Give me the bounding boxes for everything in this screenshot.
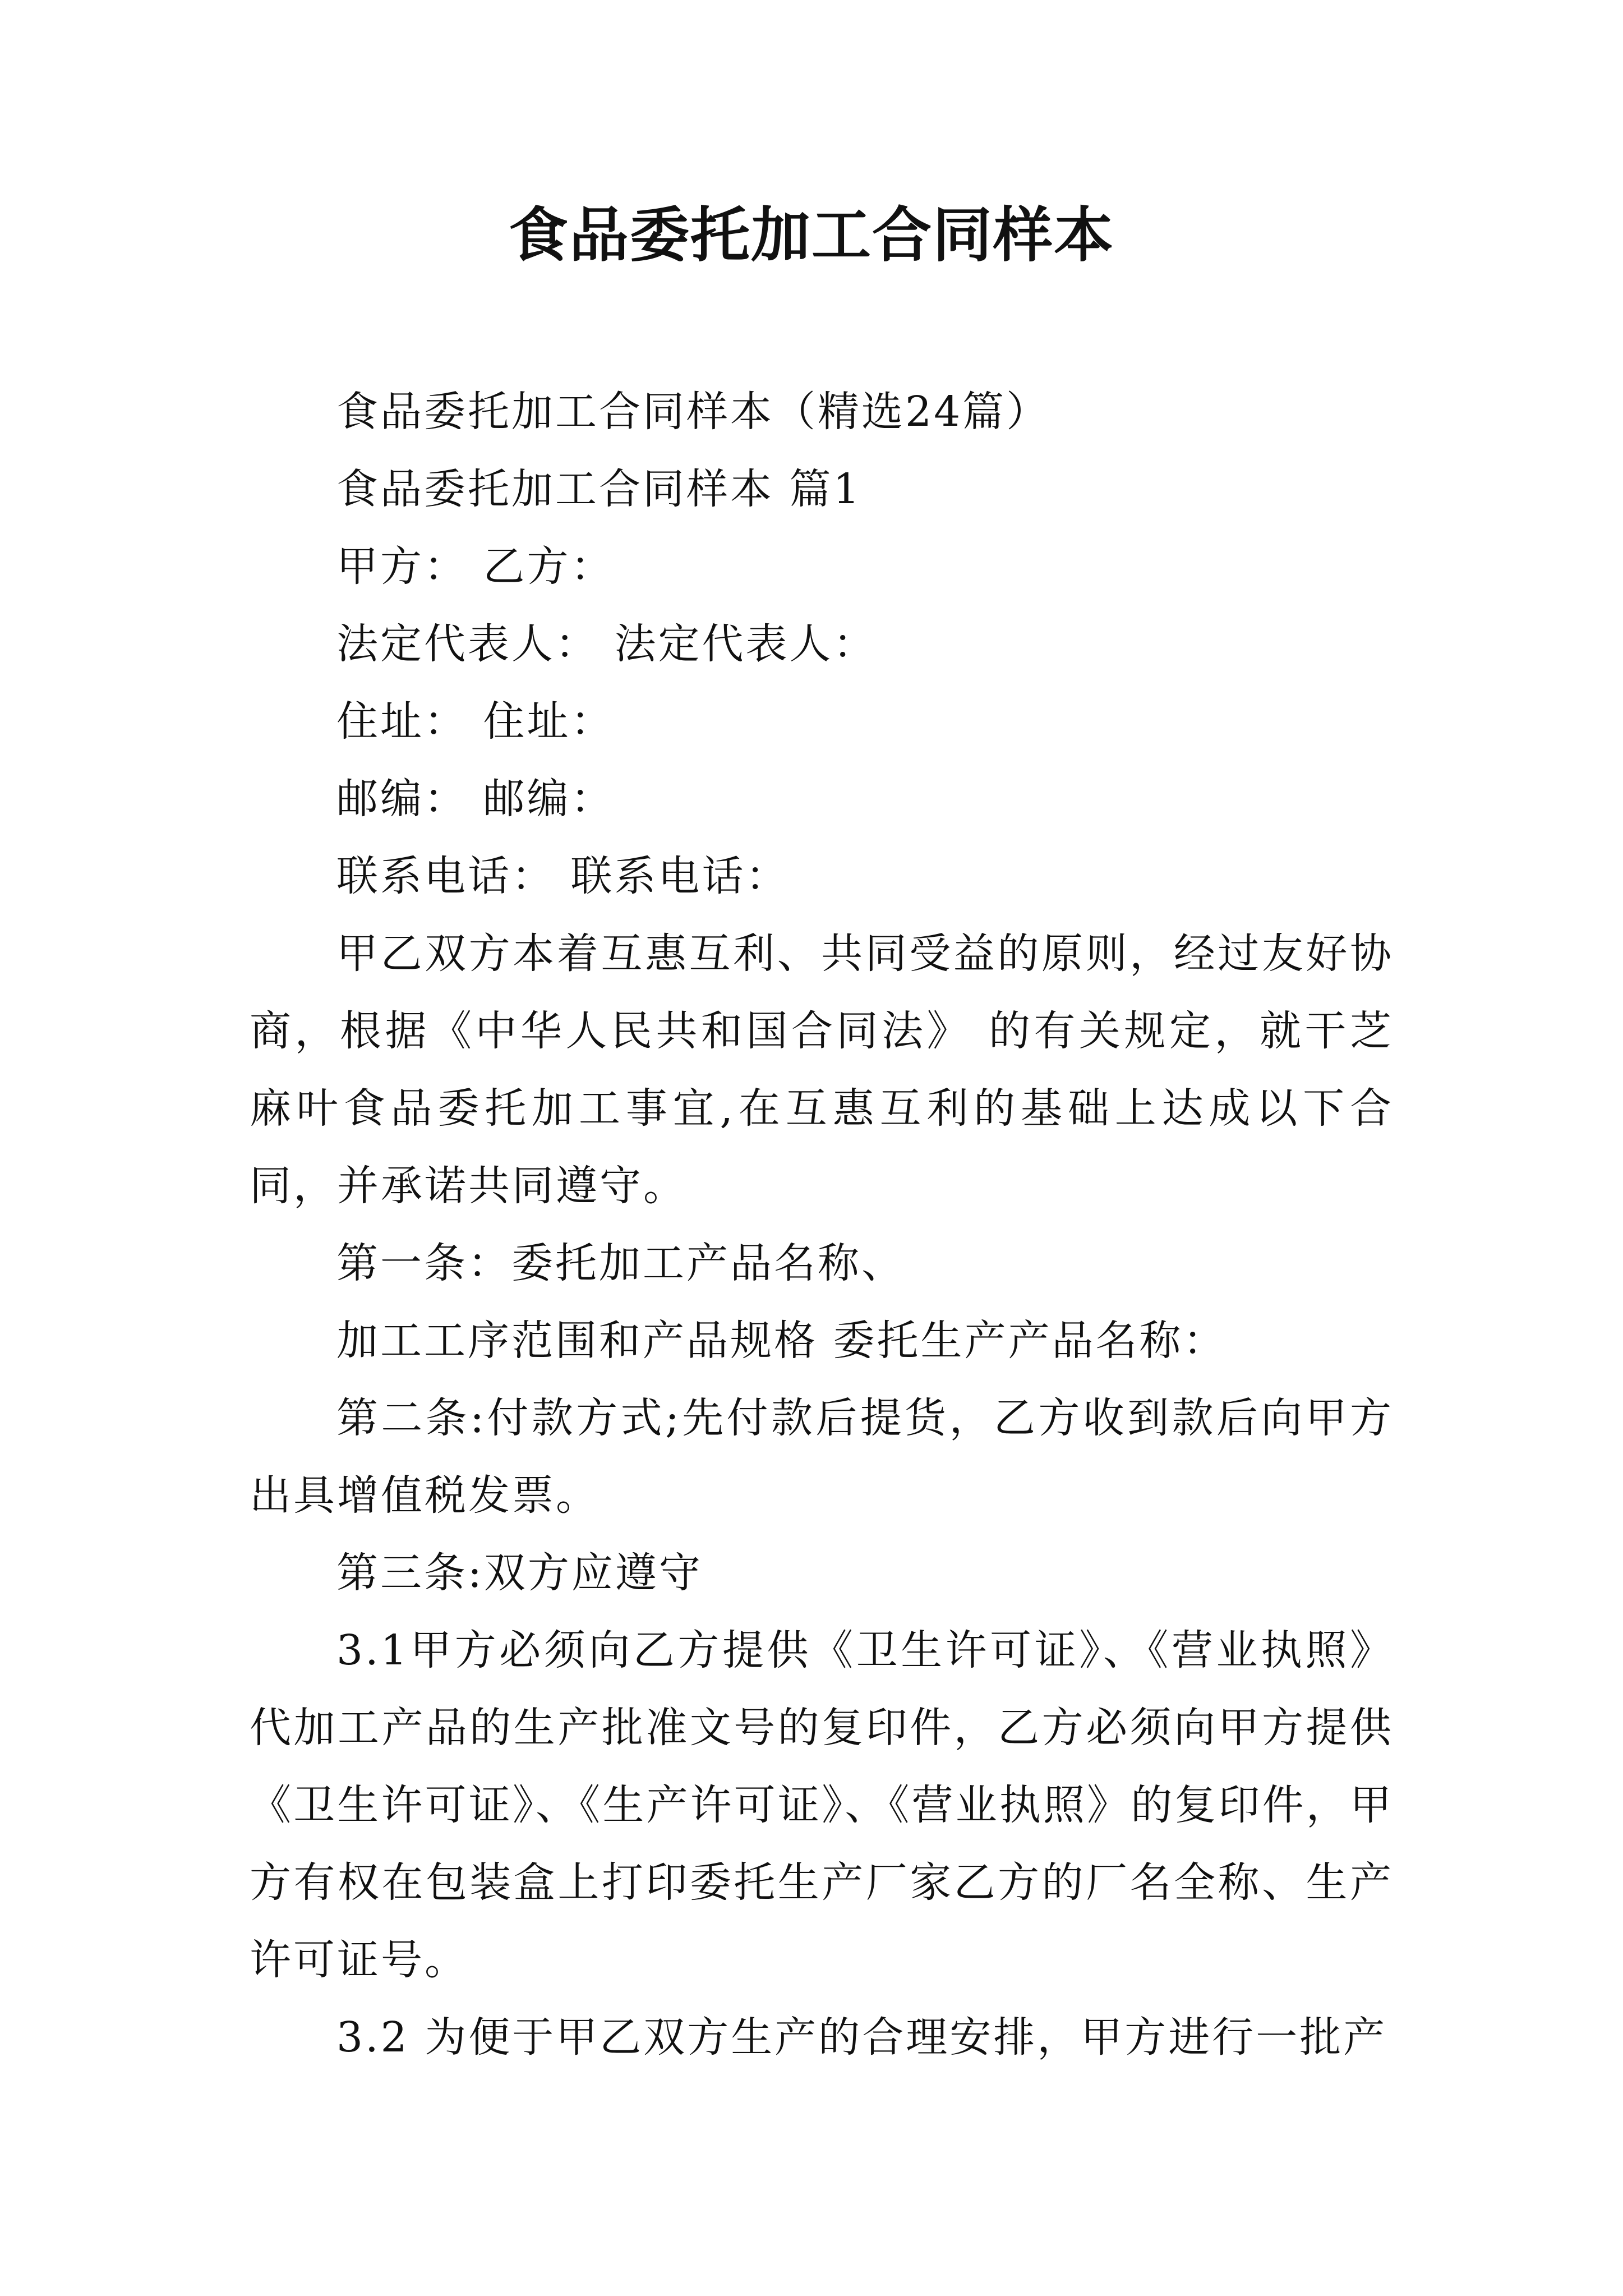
paragraph-legal-representative: 法定代表人： 法定代表人： <box>336 620 877 668</box>
paragraph-clause-3-1: 3.1甲方必须向乙方提供《卫生许可证》、《营业执照》代加工产品的生产批准文号的复印件，乙方必须向甲方提供《卫生许可证》、《生产许可证》、《营业执照》的复印件，甲方有权在包装盒上打印委托生产厂家乙方的厂名全称、生产许可证号。 <box>250 1626 1394 1984</box>
document-body <box>250 373 1394 2076</box>
paragraph-article-1: 第一条：委托加工产品名称、 <box>336 1239 905 1287</box>
paragraph-chapter-heading: 食品委托加工合同样本 篇1 <box>336 465 862 513</box>
document-title: 食品委托加工合同样本 <box>509 201 1114 270</box>
paragraph-clause-3-2: 3.2 为便于甲乙双方生产的合理安排，甲方进行一批产 <box>336 2013 1387 2062</box>
paragraph-postcode: 邮编： 邮编： <box>336 775 615 823</box>
paragraph-article-3: 第三条:双方应遵守 <box>336 1549 703 1597</box>
paragraph-preamble: 甲乙双方本着互惠互利、共同受益的原则，经过友好协商，根据《中华人民共和国合同法》 的有关规定，就干芝麻叶食品委托加工事宜,在互惠互利的基础上达成以下合同，并承诺共同遵守。 <box>250 930 1394 1210</box>
paragraph-parties: 甲方： 乙方： <box>336 542 615 591</box>
paragraph-address: 住址： 住址： <box>336 697 615 746</box>
paragraph-article-1-detail: 加工工序范围和产品规格 委托生产产品名称： <box>336 1317 1227 1365</box>
paragraph-article-2: 第二条:付款方式;先付款后提货，乙方收到款后向甲方出具增值税发票。 <box>250 1394 1394 1520</box>
paragraph-phone: 联系电话： 联系电话： <box>336 852 790 900</box>
paragraph-subtitle: 食品委托加工合同样本（精选24篇） <box>336 388 1050 436</box>
